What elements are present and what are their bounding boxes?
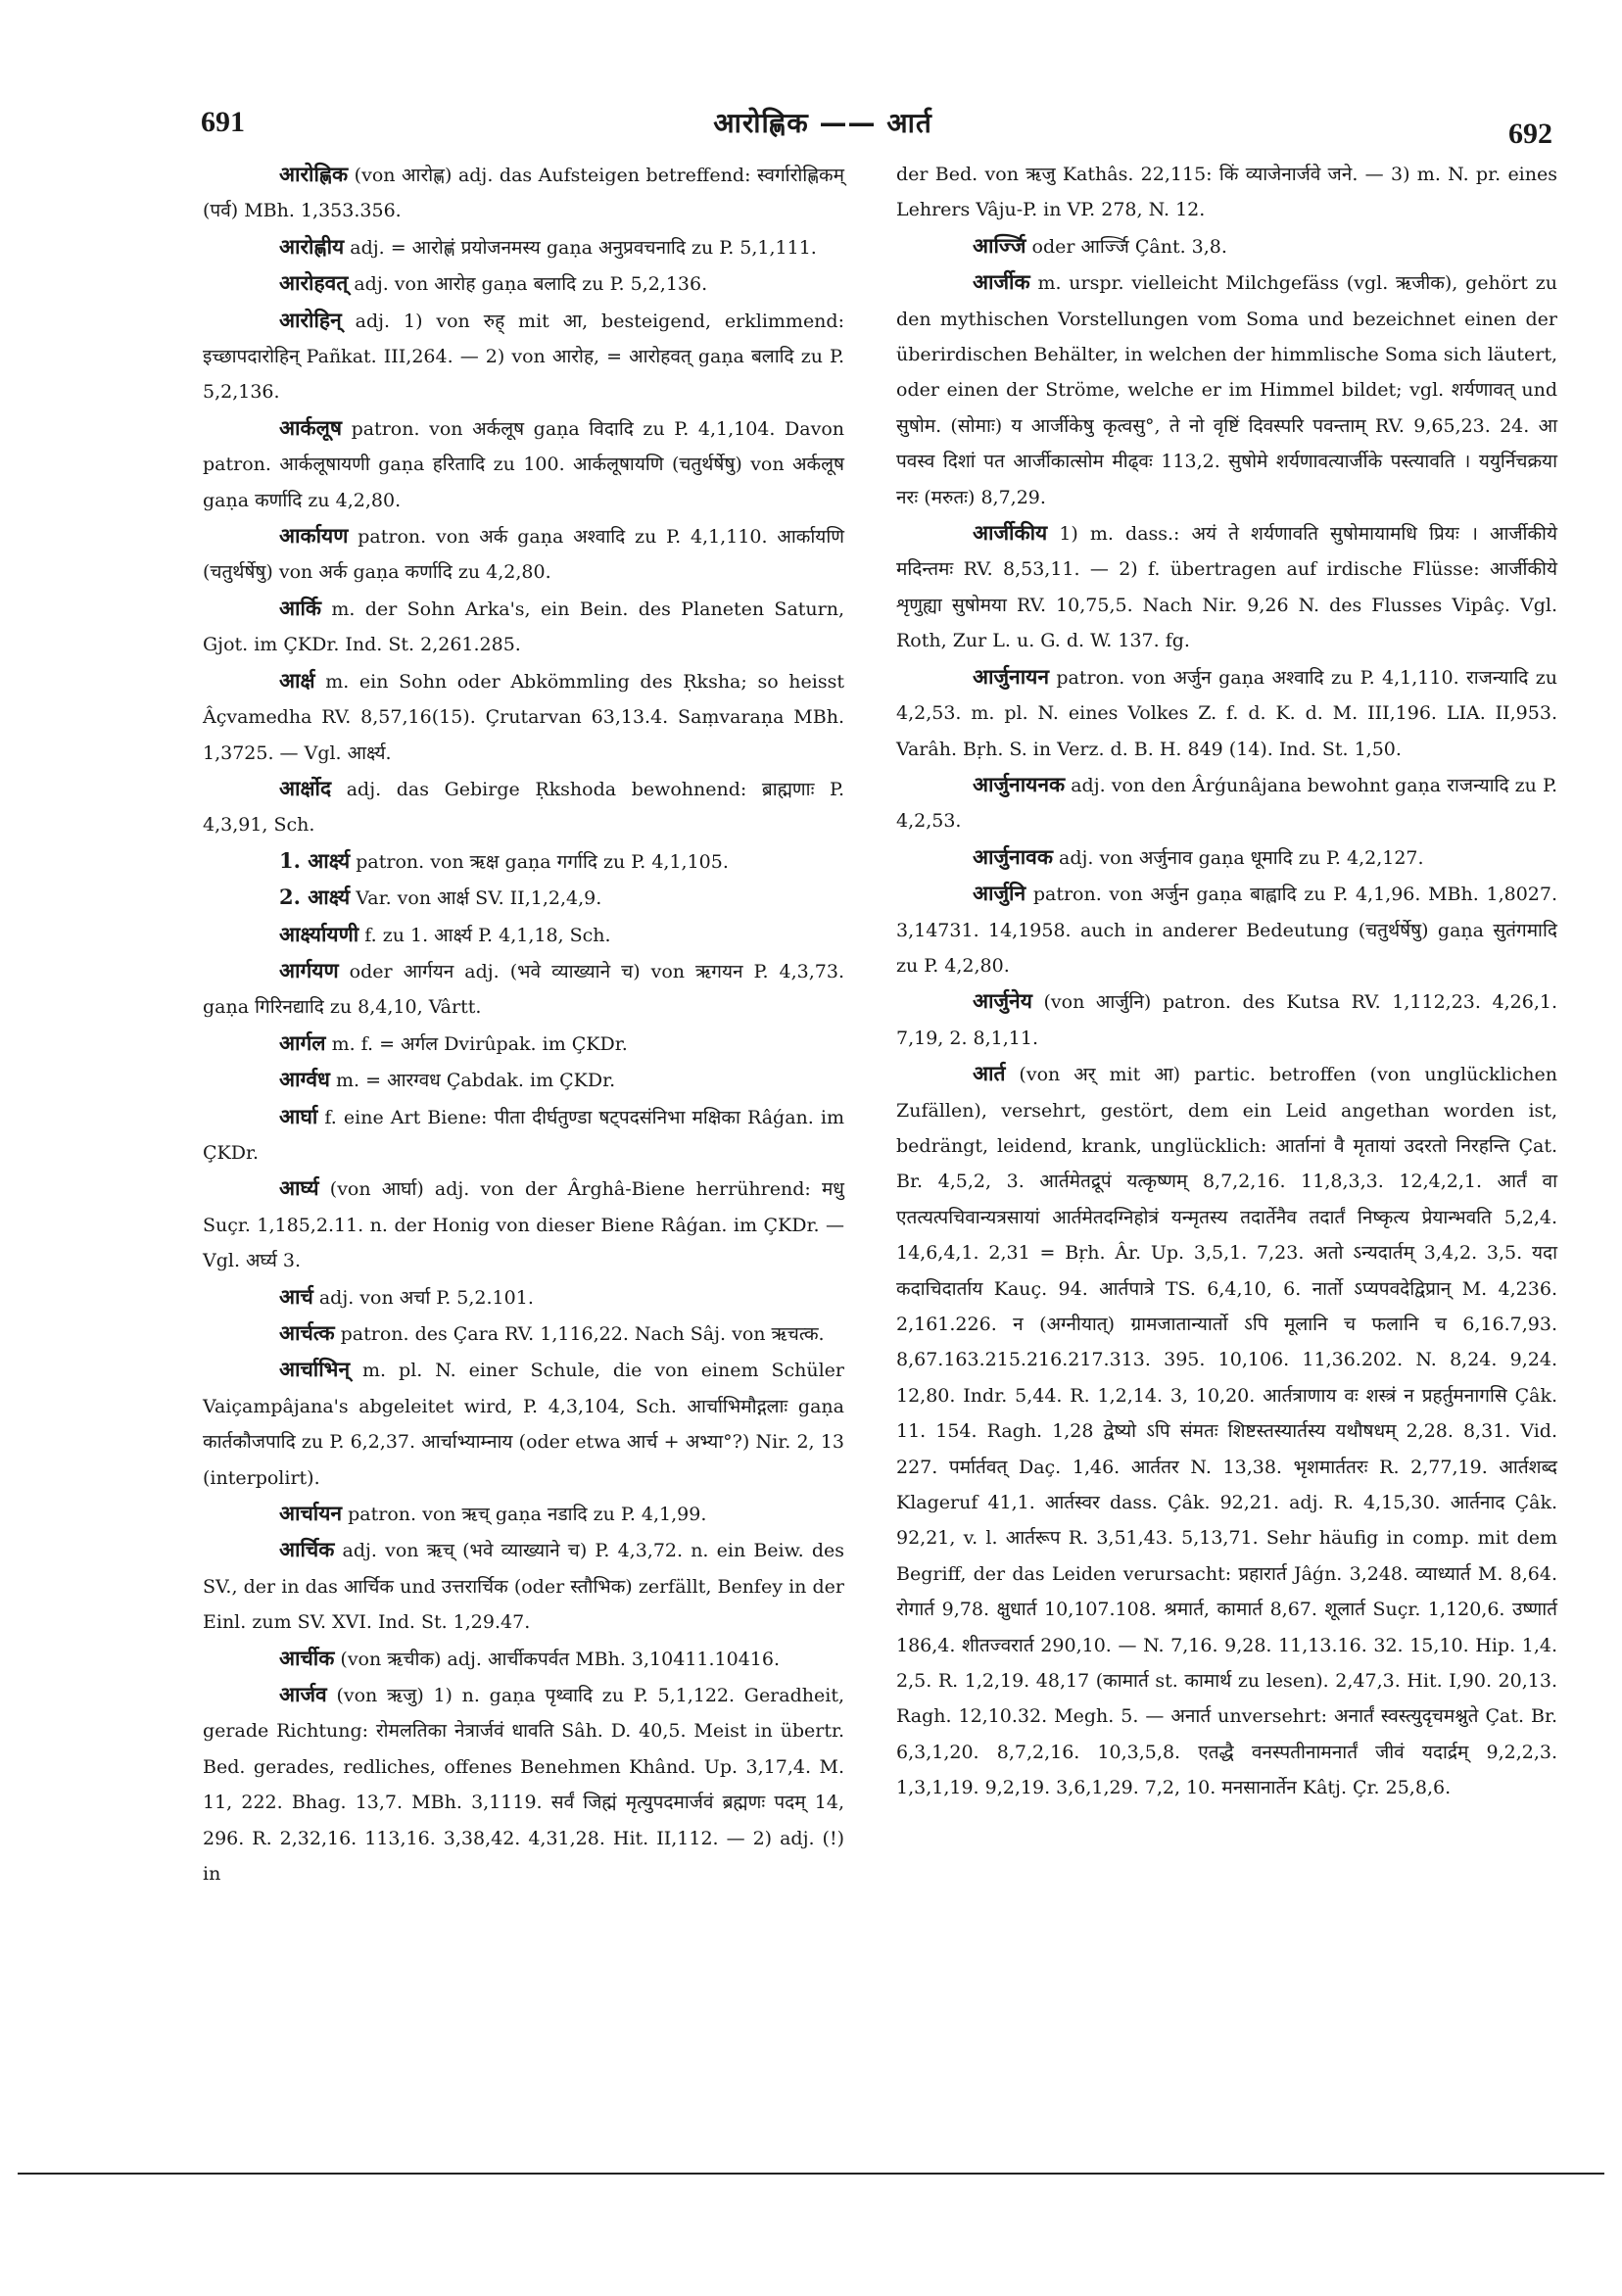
entry-headword: आर्चिक bbox=[279, 1537, 335, 1562]
entry-body: (von ऋजु) 1) n. gaṇa पृथ्वादि zu P. 5,1,122. Geradheit, gerade Richtung: रोमलतिका नेत्रार्जवं धावति Sâh. D. 40,5. Meist in übertr. Bed. gerades, redliches, offenes Benehmen Khând. Up. 3,17,4. M. 11, 222. Bhag. 13,7. MBh. 3,1119. सर्वं जिह्मं मृत्युपदमार्जवं ब्रह्मणः पदम् 14, 296. R. 2,32,16. 113,16. 3,38,42. 4,31,28. Hit. II,112. — 2) adj. (!) in bbox=[203, 1685, 844, 1886]
dictionary-entry bbox=[203, 1279, 844, 1315]
entry-headword: आर्कलूष bbox=[279, 414, 342, 440]
dictionary-entry bbox=[203, 1026, 844, 1062]
entry-body: m. ein Sohn oder Abkömmling des Ṛksha; so heisst Âçvamedha RV. 8,57,16(15). Çrutarvan 63,13.4. Saṃvaraṇa MBh. 1,3725. — Vgl. आर्क्ष्य. bbox=[203, 670, 844, 764]
dictionary-entry bbox=[896, 983, 1557, 1056]
entry-headword: आर्जुनायनक bbox=[973, 771, 1066, 796]
entry-body: adj. 1) von रुह् mit आ, besteigend, erklimmend: इच्छापदारोहिन् Pañkat. III,264. — 2) von आरोह, = आरोहवत् gaṇa बलादि zu P. 5,2,136. bbox=[203, 310, 844, 404]
entry-headword: आरोह्णिक bbox=[279, 162, 349, 186]
dictionary-entry bbox=[896, 264, 1557, 515]
entry-body: Var. von आर्क्ष SV. II,1,2,4,9. bbox=[350, 887, 602, 910]
entry-body: m. urspr. vielleicht Milchgefäss (vgl. ऋजीक), gehört zu den mythischen Vorstellungen vom Soma und bezeichnet einen der überirdischen Behälter, in welchen der himmlische Soma sich läutert, oder einen der Ströme, welche er im Himmel bildet; vgl. शर्यणावत् und सुषोम. (सोमाः) य आर्जीकेषु कृत्वसु°, ते नो वृष्टिं दिवस्परि पवन्ताम् RV. 9,65,23. 24. आ पवस्व दिशां पत आर्जीकात्सोम मीढ्वः 113,2. सुषोमे शर्यणावत्यार्जीके पस्त्यावति । ययुर्निचक्रया नरः (मरुतः) 8,7,29. bbox=[896, 272, 1557, 508]
entry-headword: 1. आर्क्ष्य bbox=[279, 847, 351, 873]
page-number-left: 691 bbox=[201, 106, 245, 138]
entry-body: f. zu 1. आर्क्ष्य P. 4,1,18, Sch. bbox=[358, 924, 611, 946]
dictionary-entry bbox=[203, 229, 844, 265]
dictionary-entry bbox=[203, 410, 844, 518]
dictionary-entry bbox=[203, 303, 844, 410]
entry-headword: आरोह्णीय bbox=[279, 233, 345, 259]
dictionary-entry bbox=[896, 876, 1557, 983]
entry-body: adj. von अर्चा P. 5,2.101. bbox=[312, 1286, 534, 1309]
entry-headword: आर्क्ष bbox=[279, 667, 315, 693]
entry-body: m. f. = अर्गल Dvirûpak. im ÇKDr. bbox=[325, 1032, 628, 1055]
entry-headword: आर्जुनेय bbox=[973, 988, 1032, 1014]
entry-headword: आर्क्ष्यायणी bbox=[279, 921, 359, 946]
entry-headword: आर्च bbox=[279, 1283, 313, 1309]
entry-headword: आर्ज्जि bbox=[973, 232, 1026, 258]
dictionary-entry bbox=[203, 591, 844, 663]
entry-headword: आर्जव bbox=[279, 1682, 327, 1707]
entry-headword: आर्घा bbox=[279, 1103, 318, 1128]
entry-body: adj. von अर्जुनाव gaṇa धूमादि zu P. 4,2,127. bbox=[1052, 846, 1424, 869]
entry-body: patron. von अर्कलूष gaṇa विदादि zu P. 4,1,104. Davon patron. आर्कलूषायणी gaṇa हरितादि zu 100. आर्कलूषायणि (चतुर्थर्षेषु) von अर्कलूष gaṇa कर्णादि zu 4,2,80. bbox=[203, 417, 844, 511]
entry-body: patron. des Çara RV. 1,116,22. Nach Sâj. von ऋचत्क. bbox=[334, 1323, 825, 1345]
entry-body: adj. von den Ârǵunâjana bewohnt gaṇa राजन्यादि zu P. 4,2,53. bbox=[896, 774, 1557, 833]
dictionary-entry bbox=[203, 1532, 844, 1640]
entry-body: m. der Sohn Arka's, ein Bein. des Planeten Saturn, Gjot. im ÇKDr. Ind. St. 2,261.285. bbox=[203, 598, 844, 656]
entry-body: (von अर् mit आ) partic. betroffen (von unglücklichen Zufällen), versehrt, gestört, dem ein Leid angethan worden ist, bedrängt, leidend, krank, unglücklich: आर्तानां वै मृतायां उदरतो निरहन्ति Çat. Br. 4,5,2, 3. आर्तमेतद्रूपं यत्कृष्णम् 8,7,2,16. 11,8,3,3. 12,4,2,1. आर्तं वा एतत्यत्पचिवान्यत्रसायां आर्तमेतदग्निहोत्रं यन्मृतस्य तदार्तेनैव तदार्तं निष्कृत्य प्रेयान्भवति 5,2,4. 14,6,4,1. 2,31 = Bṛh. Âr. Up. 3,5,1. 7,23. अतो ऽन्यदार्तम् 3,4,2. 3,5. यदा कदाचिदार्ताय Kauç. 94. आर्तपात्रे TS. 6,4,10, 6. नार्तो ऽप्यपवदेद्विप्रान् M. 4,236. 2,161.226. न (अग्नीयात्) ग्रामजातान्यार्तो ऽपि मूलानि च फलानि च 6,16.7,93. 8,67.163.215.216.217.313. 395. 10,106. 11,36.202. N. 8,24. 9,24. 12,80. Indr. 5,44. R. 1,2,14. 3, 10,20. आर्तत्राणाय वः शस्त्रं न प्रहर्तुमनागसि Çâk. 11. 154. Ragh. 1,28 द्वेष्यो ऽपि संमतः शिष्टस्तस्यार्तस्य यथौषधम् 2,28. 8,31. Vid. 227. पर्मार्तवत् Daç. 1,46. आर्ततर N. 13,38. भृशमार्ततरः R. 2,77,19. आर्तशब्द Klageruf 41,1. आर्तस्वर dass. Çâk. 92,21. adj. R. 4,15,30. आर्तनाद Çâk. 92,21, v. l. आर्तरूप R. 3,51,43. 5,13,71. Sehr häufig in comp. mit dem Begriff, der das Leiden verursacht: प्रहारार्त Jâǵn. 3,248. व्याध्यार्त M. 8,64. रोगार्त 9,78. क्षुधार्त 10,107.108. श्रमार्त, कामार्त 8,67. शूलार्त Suçr. 1,120,6. उष्णार्त 186,4. शीतज्वरार्त 290,10. — N. 7,16. 9,28. 11,13.16. 32. 15,10. Hip. 1,4. 2,5. R. 1,2,19. 48,17 (कामार्त st. कामार्थ zu lesen). 2,47,3. Hit. I,90. 20,13. Ragh. 12,10.32. Megh. 5. — अनार्त unversehrt: अनार्तं स्वस्त्युदृचमश्नुते Çat. Br. 6,3,1,20. 8,7,2,16. 10,3,5,8. एतद्धै वनस्पतीनामनार्तं जीवं यदार्द्रम् 9,2,2,3. 1,3,1,19. 9,2,19. 3,6,1,29. 7,2, 10. मनसानार्तेन Kâtj. Çr. 25,8,6. bbox=[896, 1064, 1557, 1799]
entry-body: oder आर्गयन adj. (भवे व्याख्याने च) von ऋगयन P. 4,3,73. gaṇa गिरिनद्यादि zu 8,4,10, Vârtt. bbox=[203, 960, 844, 1019]
entry-body: m. pl. N. einer Schule, die von einem Schüler Vaiçampâjana's abgeleitet wird, P. 4,3,104, Sch. आर्चाभिमौद्गलाः gaṇa कार्तकौजपादि zu P. 6,2,37. आर्चाभ्याम्नाय (oder etwa आर्च + अभ्या°?) Nir. 2, 13 (interpolirt). bbox=[203, 1360, 844, 1489]
entry-body: adj. von ऋच् (भवे व्याख्याने च) P. 4,3,72. n. ein Beiw. des SV., der in das आर्चिक und उत्तरार्चिक (oder स्तौभिक) zerfällt, Benfey in der Einl. zum SV. XVI. Ind. St. 1,29.47. bbox=[203, 1540, 844, 1634]
dictionary-entry bbox=[896, 157, 1557, 228]
right-column bbox=[896, 157, 1557, 1806]
entry-headword: 2. आर्क्ष्य bbox=[279, 885, 351, 910]
entry-headword: आर्क्षोद bbox=[279, 775, 332, 800]
dictionary-entry bbox=[203, 880, 844, 916]
entry-headword: आर्कि bbox=[279, 595, 322, 620]
entry-body: (von आर्जुनि) patron. des Kutsa RV. 1,112,23. 4,26,1. 7,19, 2. 8,1,11. bbox=[896, 991, 1557, 1049]
entry-headword: आर्चाभिन् bbox=[279, 1357, 351, 1382]
dictionary-entry bbox=[203, 1099, 844, 1172]
entry-body: adj. = आरोह्णं प्रयोजनमस्य gaṇa अनुप्रवचनादि zu P. 5,1,111. bbox=[344, 236, 817, 259]
dictionary-entry bbox=[896, 659, 1557, 767]
entry-body: patron. von अर्क gaṇa अश्वादि zu P. 4,1,110. आर्कायणि (चतुर्थर्षेषु) von अर्क gaṇa कर्णादि zu 4,2,80. bbox=[203, 526, 844, 584]
dictionary-entry bbox=[203, 843, 844, 880]
entry-headword: आर्जुनि bbox=[973, 881, 1026, 906]
dictionary-entry bbox=[203, 663, 844, 771]
dictionary-entry bbox=[203, 1171, 844, 1278]
dictionary-entry bbox=[203, 157, 844, 229]
entry-headword: आर्त bbox=[973, 1061, 1006, 1086]
dictionary-entry bbox=[203, 1352, 844, 1496]
entry-body: patron. von ऋच् gaṇa नडादि zu P. 4,1,99. bbox=[342, 1504, 707, 1526]
entry-body: (von आर्घा) adj. von der Ârghâ-Biene herrührend: मधु Suçr. 1,185,2.11. n. der Honig von dieser Biene Râǵan. im ÇKDr. — Vgl. अर्घ्य 3. bbox=[203, 1178, 844, 1272]
entry-headword: आर्जीकीय bbox=[973, 520, 1048, 546]
entry-body: adj. von आरोह gaṇa बलादि zu P. 5,2,136. bbox=[348, 273, 708, 296]
entry-body: patron. von ऋक्ष gaṇa गर्गादि zu P. 4,1,105. bbox=[350, 850, 729, 873]
dictionary-entry bbox=[203, 1496, 844, 1532]
dictionary-entry bbox=[203, 917, 844, 953]
entry-headword: आर्गयण bbox=[279, 957, 339, 982]
entry-headword: आर्कायण bbox=[279, 523, 349, 549]
dictionary-entry bbox=[203, 953, 844, 1026]
entry-headword: आर्चत्क bbox=[279, 1320, 335, 1345]
dictionary-entry bbox=[203, 265, 844, 302]
running-title: आरोह्णिक —— आर्त bbox=[713, 107, 932, 139]
dictionary-entry bbox=[896, 228, 1557, 264]
dictionary-entry bbox=[896, 767, 1557, 839]
entry-headword: आर्ग्वध bbox=[279, 1067, 330, 1092]
dictionary-entry bbox=[896, 839, 1557, 876]
entry-headword: आर्चायन bbox=[279, 1501, 343, 1526]
entry-headword: आर्चीक bbox=[279, 1645, 335, 1670]
dictionary-entry bbox=[896, 515, 1557, 659]
entry-body: 1) m. dass.: अयं ते शर्यणावति सुषोमायामधि प्रियः । आर्जीकीये मदिन्तमः RV. 8,53,11. — 2) f. übertragen auf irdische Flüsse: आर्जीकीये शृणुह्या सुषोमया RV. 10,75,5. Nach Nir. 9,26 N. des Flusses Vipâç. Vgl. Roth, Zur L. u. G. d. W. 137. fg. bbox=[896, 523, 1557, 652]
entry-headword: आर्जुनायन bbox=[973, 663, 1049, 689]
entry-body: f. eine Art Biene: पीता दीर्घतुण्डा षट्पदसंनिभा मक्षिका Râǵan. im ÇKDr. bbox=[203, 1106, 844, 1164]
entry-headword: आरोहिन् bbox=[279, 307, 342, 332]
dictionary-entry bbox=[896, 1056, 1557, 1806]
page-header bbox=[0, 98, 1622, 157]
dictionary-entry bbox=[203, 771, 844, 843]
dictionary-entry bbox=[203, 1677, 844, 1891]
entry-headword: आरोहवत् bbox=[279, 270, 349, 296]
entry-body: der Bed. von ऋजु Kathâs. 22,115: किं व्याजेनार्जवे जने. — 3) m. N. pr. eines Lehrers Vâju-P. in VP. 278, N. 12. bbox=[896, 164, 1557, 221]
entry-body: oder आर्ज्जि Çânt. 3,8. bbox=[1026, 235, 1227, 258]
left-column bbox=[203, 157, 844, 1892]
entry-headword: आर्जीक bbox=[973, 269, 1030, 295]
entry-body: patron. von अर्जुन gaṇa बाह्वादि zu P. 4,1,96. MBh. 1,8027. 3,14731. 14,1958. auch in anderer Bedeutung (चतुर्थर्षेषु) gaṇa सुतंगमादि zu P. 4,2,80. bbox=[896, 884, 1557, 977]
entry-headword: आर्जुनावक bbox=[973, 843, 1053, 869]
footer-rule bbox=[18, 2173, 1604, 2175]
dictionary-entry bbox=[203, 1315, 844, 1352]
entry-body: (von आरोह्ण) adj. das Aufsteigen betreffend: स्वर्गारोह्णिकम् (पर्व) MBh. 1,353.356. bbox=[203, 165, 844, 222]
entry-body: (von ऋचीक) adj. आर्चीकपर्वत MBh. 3,10411.10416. bbox=[334, 1648, 781, 1670]
entry-body: adj. das Gebirge Ṛkshoda bewohnend: ब्राह्मणाः P. 4,3,91, Sch. bbox=[203, 778, 844, 837]
entry-body: m. = आरग्वध Çabdak. im ÇKDr. bbox=[329, 1070, 616, 1092]
dictionary-entry bbox=[203, 1062, 844, 1098]
dictionary-entry bbox=[203, 1641, 844, 1677]
dictionary-entry bbox=[203, 518, 844, 591]
entry-body: patron. von अर्जुन gaṇa अश्वादि zu P. 4,1,110. राजन्यादि zu 4,2,53. m. pl. N. eines Volkes Z. f. d. K. d. M. III,196. LIA. II,953. Varâh. Bṛh. S. in Verz. d. B. H. 849 (14). Ind. St. 1,50. bbox=[896, 666, 1557, 760]
entry-headword: आर्गल bbox=[279, 1029, 326, 1055]
entry-headword: आर्घ्य bbox=[279, 1175, 319, 1201]
page-number-right: 692 bbox=[1508, 118, 1552, 150]
